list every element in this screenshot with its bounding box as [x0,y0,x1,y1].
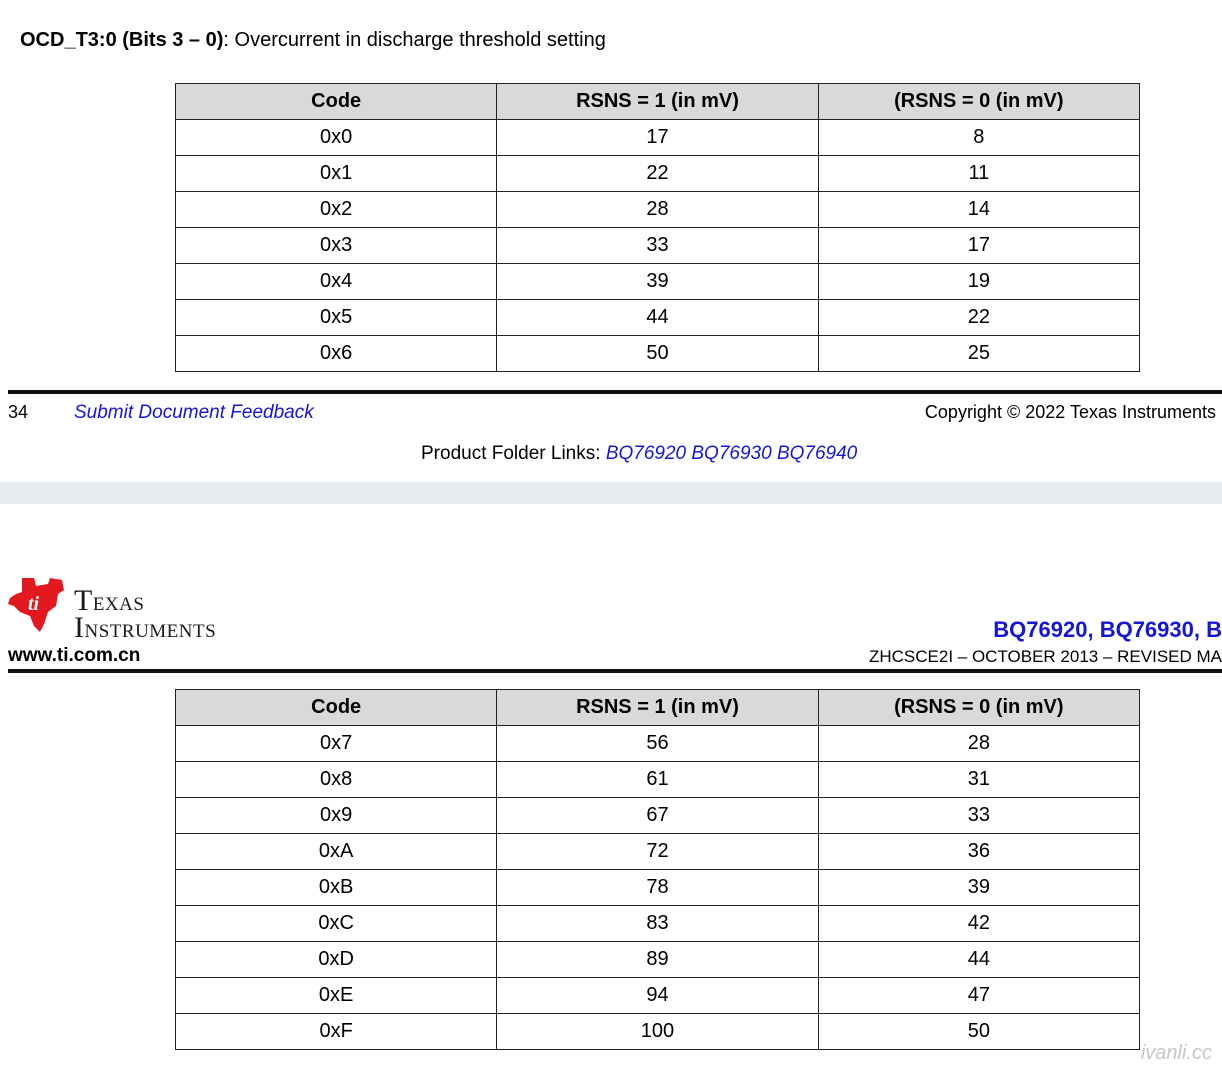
cell-rsns1: 56 [497,726,818,762]
section-heading-description: : Overcurrent in discharge threshold setting [223,29,606,51]
cell-code: 0xF [176,1014,497,1050]
cell-rsns1: 44 [497,300,818,336]
cell-rsns1: 22 [497,156,818,192]
cell-rsns0: 39 [818,870,1139,906]
table-row [176,762,1140,798]
cell-rsns0: 22 [818,300,1139,336]
cell-code: 0x6 [176,336,497,372]
logo-instruments-initial: I [74,611,85,644]
threshold-table-part2 [175,689,1140,1050]
cell-code: 0x4 [176,264,497,300]
document-title: BQ76920, BQ76930, B [993,617,1222,642]
copyright-text: Copyright © 2022 Texas Instruments [924,402,1216,422]
watermark-text: ivanli.cc [1140,1042,1212,1064]
submit-feedback-link[interactable]: Submit Document Feedback [74,402,314,423]
table-row [176,1014,1140,1050]
cell-code: 0xE [176,978,497,1014]
cell-rsns0: 47 [818,978,1139,1014]
cell-code: 0x7 [176,726,497,762]
table-row [176,336,1140,372]
table-row [176,978,1140,1014]
column-header-rsns0: (RSNS = 0 (in mV) [818,690,1139,726]
cell-rsns1: 83 [497,906,818,942]
cell-rsns0: 42 [818,906,1139,942]
cell-rsns0: 50 [818,1014,1139,1050]
cell-code: 0x3 [176,228,497,264]
cell-code: 0x8 [176,762,497,798]
table-row [176,942,1140,978]
cell-rsns0: 19 [818,264,1139,300]
cell-rsns0: 17 [818,228,1139,264]
logo-texas-initial: T [74,584,93,617]
cell-rsns1: 89 [497,942,818,978]
cell-code: 0x1 [176,156,497,192]
table-row [176,156,1140,192]
cell-rsns0: 25 [818,336,1139,372]
cell-code: 0xB [176,870,497,906]
table-header-row [176,690,1140,726]
threshold-table-part1 [175,83,1140,372]
table-row [176,228,1140,264]
section-heading-field: OCD_T3:0 (Bits 3 [20,29,184,51]
document-meta: ZHCSCE2I – OCTOBER 2013 – REVISED MA [868,647,1222,666]
cell-code: 0x5 [176,300,497,336]
column-header-rsns1: RSNS = 1 (in mV) [497,690,818,726]
cell-rsns1: 72 [497,834,818,870]
cell-rsns1: 78 [497,870,818,906]
cell-rsns1: 67 [497,798,818,834]
cell-rsns1: 39 [497,264,818,300]
cell-rsns1: 17 [497,120,818,156]
page-separator [0,482,1222,504]
column-header-code: Code [176,84,497,120]
table-row [176,870,1140,906]
cell-rsns1: 33 [497,228,818,264]
table-row [176,120,1140,156]
table-row [176,906,1140,942]
cell-rsns0: 8 [818,120,1139,156]
cell-code: 0x0 [176,120,497,156]
table-row [176,300,1140,336]
page-number: 34 [8,402,29,422]
cell-rsns0: 28 [818,726,1139,762]
cell-rsns1: 94 [497,978,818,1014]
cell-rsns1: 28 [497,192,818,228]
cell-rsns1: 61 [497,762,818,798]
logo-instruments-rest: nstruments [84,613,217,643]
cell-rsns0: 14 [818,192,1139,228]
section-heading-dash: – [183,29,206,51]
cell-code: 0xA [176,834,497,870]
section-heading-bits-end: 0) [205,29,224,51]
cell-rsns1: 100 [497,1014,818,1050]
table-row [176,834,1140,870]
table-row [176,264,1140,300]
product-folder-label: Product Folder Links: [421,443,606,464]
footer-rule [8,390,1222,394]
ti-logo [8,576,268,642]
website-url[interactable]: www.ti.com.cn [8,645,141,666]
column-header-rsns0: (RSNS = 0 (in mV) [818,84,1139,120]
cell-code: 0x2 [176,192,497,228]
cell-rsns0: 31 [818,762,1139,798]
column-header-code: Code [176,690,497,726]
cell-code: 0xD [176,942,497,978]
cell-rsns0: 44 [818,942,1139,978]
cell-rsns0: 33 [818,798,1139,834]
cell-rsns0: 36 [818,834,1139,870]
product-links[interactable]: BQ76920 BQ76930 BQ76940 [605,443,858,464]
ti-state-icon [8,576,70,634]
cell-code: 0x9 [176,798,497,834]
column-header-rsns1: RSNS = 1 (in mV) [497,84,818,120]
logo-word-instruments [74,611,216,645]
cell-rsns1: 50 [497,336,818,372]
table-row [176,798,1140,834]
cell-rsns0: 11 [818,156,1139,192]
svg-text:ti: ti [28,593,40,615]
cell-code: 0xC [176,906,497,942]
logo-texas-rest: exas [92,586,145,616]
product-folder-links [421,443,857,465]
table-row [176,192,1140,228]
header-rule [8,669,1222,673]
section-heading [20,29,606,52]
table-row [176,726,1140,762]
table-header-row [176,84,1140,120]
